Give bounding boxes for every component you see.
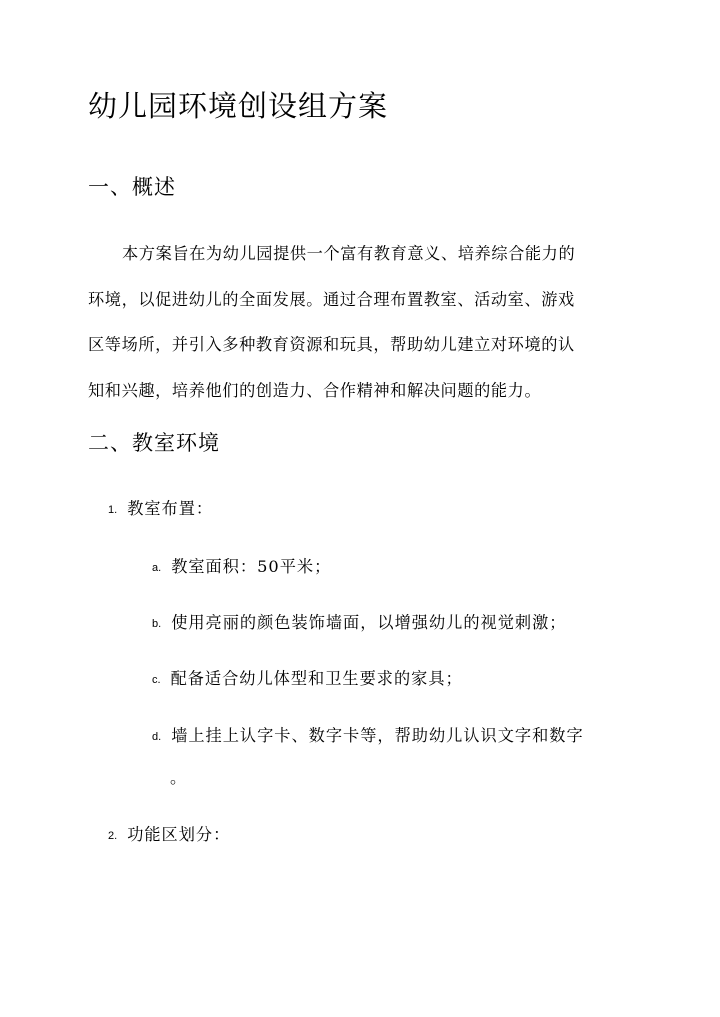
sub-list-item [152,611,567,636]
section-heading-classroom: 二、教室环境 [88,431,220,455]
sub-list-item [152,667,463,692]
list-item-text: 教室布置： [127,499,214,518]
list-item-text: 使用亮丽的颜色装饰墙面，以增强幼儿的视觉刺激； [171,613,567,632]
list-marker: a. [152,562,162,574]
paragraph-line: 本方案旨在为幼儿园提供一个富有教育意义、培养综合能力的 [122,244,576,263]
list-marker: 2. [108,830,118,842]
list-marker: d. [152,731,162,743]
list-item-text: 功能区划分： [127,825,231,844]
list-item-text: 配备适合幼儿体型和卫生要求的家具； [170,669,463,688]
list-item-text: 墙上挂上认字卡、数字卡等，帮助幼儿认识文字和数字 [171,726,584,745]
list-marker: 1. [108,504,118,516]
paragraph-line: 知和兴趣，培养他们的创造力、合作精神和解决问题的能力。 [88,380,542,400]
list-marker: c. [152,674,161,686]
sub-list-item [152,724,584,749]
paragraph-line: 区等场所，并引入多种教育资源和玩具，帮助幼儿建立对环境的认 [88,335,575,354]
section-heading-overview: 一、概述 [88,175,176,199]
list-item [108,497,213,522]
list-item [108,823,230,848]
sub-list-item [152,555,331,580]
list-item-text: 教室面积：50平米； [171,557,332,576]
list-marker: b. [152,618,162,630]
overview-paragraph [88,231,632,413]
sub-list-item-continuation: 。 [170,768,188,787]
paragraph-line: 环境，以促进幼儿的全面发展。通过合理布置教室、活动室、游戏 [88,289,575,309]
document-title: 幼儿园环境创设组方案 [88,89,389,123]
